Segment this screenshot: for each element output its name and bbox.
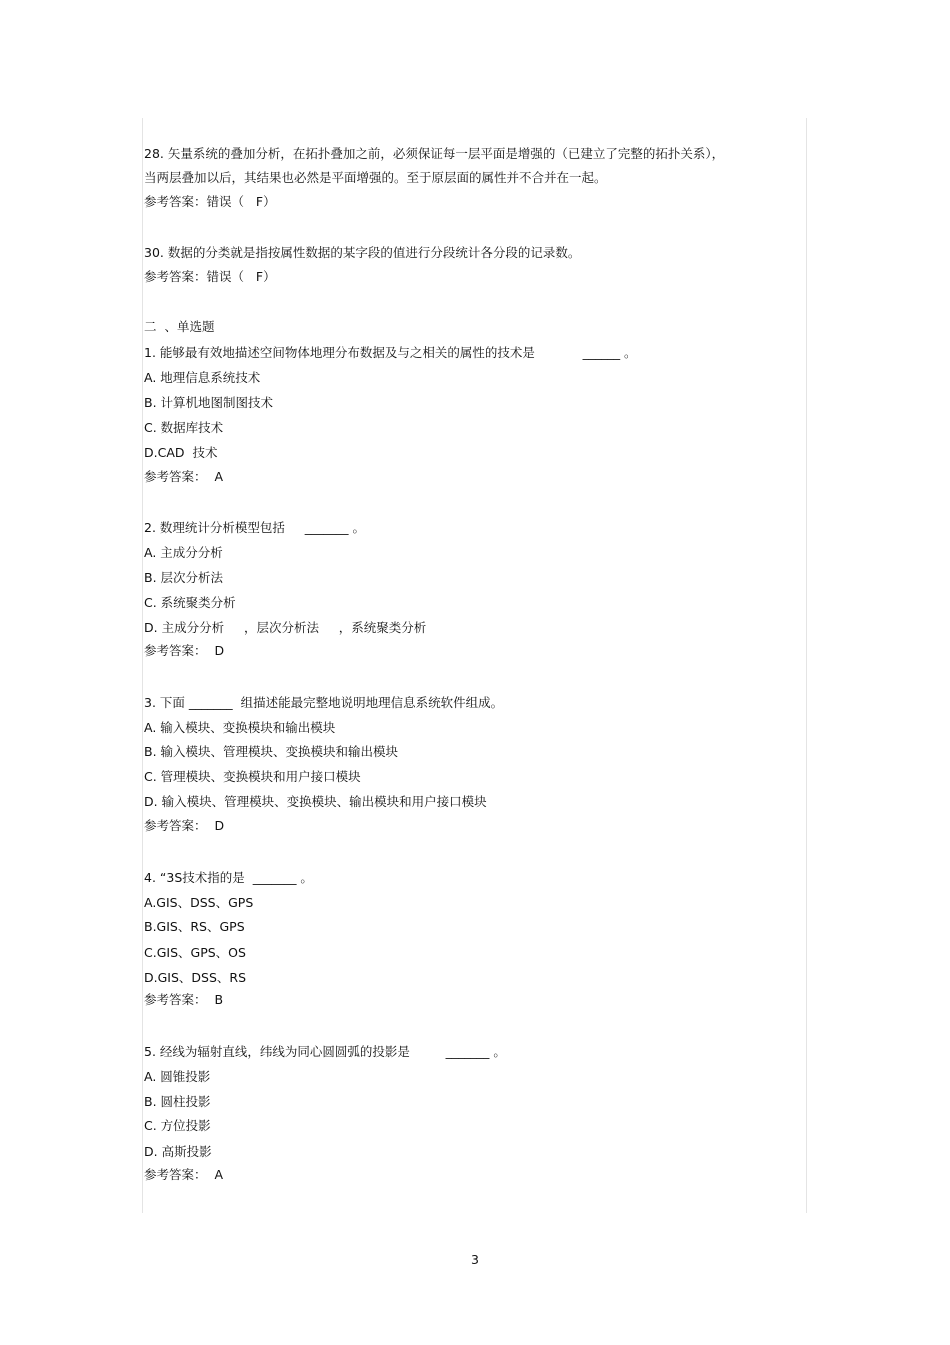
s3-option-c: C. 管理模块、变换模块和用户接口模块 — [144, 769, 361, 784]
s2-stem: 2. 数理统计分析模型包括 _______ 。 — [144, 520, 365, 535]
page-number: 3 — [471, 1252, 479, 1267]
s1-answer: 参考答案： A — [144, 469, 223, 484]
s3-option-b: B. 输入模块、管理模块、变换模块和输出模块 — [144, 744, 399, 759]
s1-option-c: C. 数据库技术 — [144, 420, 224, 435]
s5-answer: 参考答案： A — [144, 1167, 223, 1182]
q28-answer: 参考答案：错误（ F） — [144, 194, 276, 209]
q28-line1: 28. 矢量系统的叠加分析，在拓扑叠加之前，必须保证每一层平面是增强的（已建立了完整的拓扑关系）， — [144, 146, 725, 161]
s4-option-c: C.GIS、GPS、OS — [144, 945, 246, 960]
s4-stem: 4. “3S技术指的是 _______ 。 — [144, 870, 313, 885]
s5-option-b: B. 圆柱投影 — [144, 1094, 211, 1109]
s1-option-b: B. 计算机地图制图技术 — [144, 395, 274, 410]
s5-option-a: A. 圆锥投影 — [144, 1069, 211, 1084]
q28-line2: 当两层叠加以后，其结果也必然是平面增强的。至于原层面的属性并不合并在一起。 — [144, 170, 607, 185]
section-title: 二 、单选题 — [144, 319, 215, 334]
s2-option-a: A. 主成分分析 — [144, 545, 223, 560]
s3-option-a: A. 输入模块、变换模块和输出模块 — [144, 720, 336, 735]
s2-option-d: D. 主成分分析 ，层次分析法 ，系统聚类分析 — [144, 620, 427, 635]
left-margin-rule — [142, 118, 143, 1213]
s5-option-d: D. 高斯投影 — [144, 1144, 212, 1159]
q30-line1: 30. 数据的分类就是指按属性数据的某字段的值进行分段统计各分段的记录数。 — [144, 245, 581, 260]
s2-option-c: C. 系统聚类分析 — [144, 595, 236, 610]
s4-option-b: B.GIS、RS、GPS — [144, 919, 245, 934]
s2-answer: 参考答案： D — [144, 643, 225, 658]
s3-stem: 3. 下面 _______ 组描述能最完整地说明地理信息系统软件组成。 — [144, 695, 504, 710]
s3-option-d: D. 输入模块、管理模块、变换模块、输出模块和用户接口模块 — [144, 794, 487, 809]
s4-option-d: D.GIS、DSS、RS — [144, 970, 247, 985]
s4-answer: 参考答案： B — [144, 992, 224, 1007]
s2-option-b: B. 层次分析法 — [144, 570, 224, 585]
s1-option-a: A. 地理信息系统技术 — [144, 370, 261, 385]
s1-stem: 1. 能够最有效地描述空间物体地理分布数据及与之相关的属性的技术是 ______ 。 — [144, 345, 637, 360]
s5-stem: 5. 经线为辐射直线，纬线为同心圆圆弧的投影是 _______ 。 — [144, 1044, 506, 1059]
s5-option-c: C. 方位投影 — [144, 1118, 211, 1133]
right-margin-rule — [806, 118, 807, 1213]
s3-answer: 参考答案： D — [144, 818, 225, 833]
s4-option-a: A.GIS、DSS、GPS — [144, 895, 254, 910]
q30-answer: 参考答案：错误（ F） — [144, 269, 276, 284]
s1-option-d: D.CAD 技术 — [144, 445, 218, 460]
